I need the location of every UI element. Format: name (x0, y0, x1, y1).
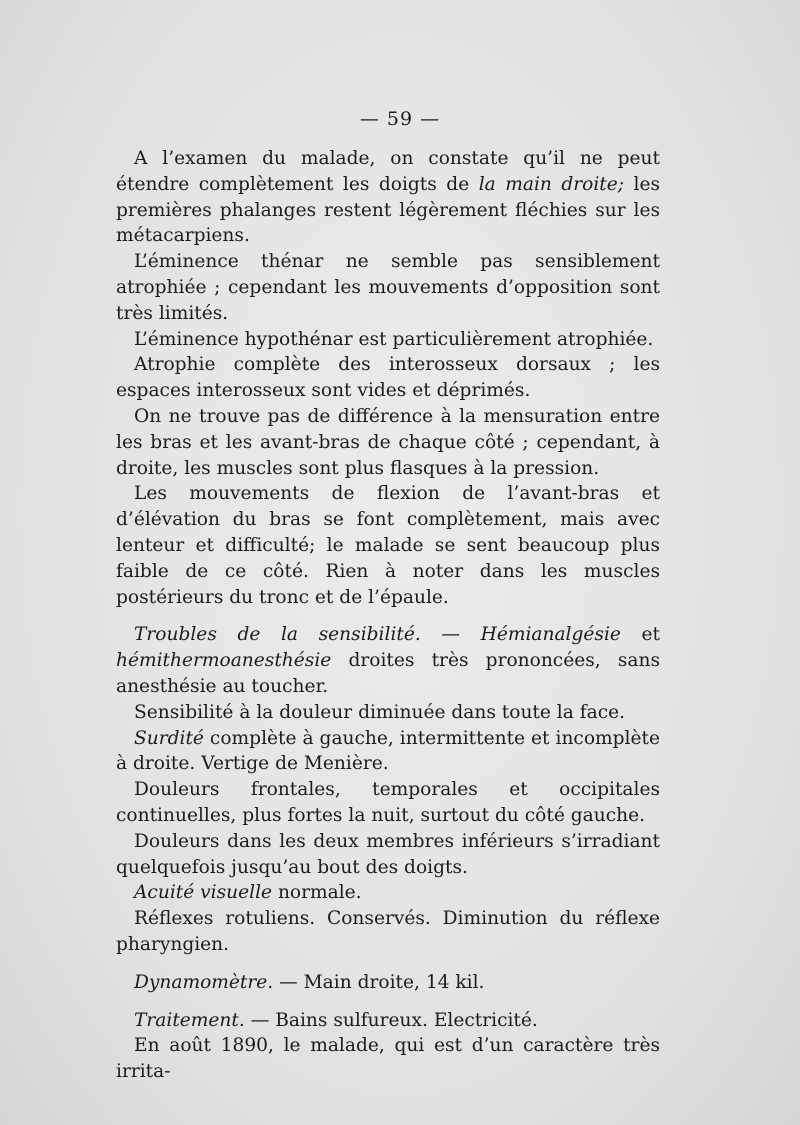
paragraph-10: Douleurs frontales, temporales et occipitales continuelles, plus fortes la nuit, surtout du côté gauche. (116, 779, 660, 826)
term-surdite: Surdité (134, 727, 204, 749)
dash: — (420, 624, 481, 646)
term-hemianalgesie: Hémianalgésie (480, 624, 621, 646)
paragraph-12-text: normale. (272, 882, 362, 904)
paragraph-14 (116, 970, 660, 996)
paragraph-2: L’éminence thénar ne semble pas sensiblement atrophiée ; cependant les mouvements d’opposition sont très limités. (116, 251, 660, 324)
term-dynamometre: Dynamomètre. (134, 971, 274, 993)
page-number: — 59 — (359, 108, 441, 130)
paragraph-15-text: — Bains sulfureux. Electricité. (244, 1009, 538, 1031)
paragraph-7-text: droites très prononcées, sans anesthésie au toucher. (116, 650, 660, 697)
paragraph-14-text: — Main droite, 14 kil. (273, 971, 485, 993)
term-traitement: Traitement. (134, 1009, 245, 1031)
paragraph-5: On ne trouve pas de différence à la mensuration entre les bras et les avant-bras de chaque côté ; cependant, à droite, les muscles sont plus flasques à la pression. (116, 405, 660, 479)
paragraph-9-text: complète à gauche, intermittente et incomplète à droite. Vertige de Menière. (116, 727, 660, 775)
term-acuite-visuelle: Acuité visuelle (134, 882, 273, 904)
term-hemithermoanesthesie: hémithermoanesthésie (116, 650, 332, 672)
paragraph-11: Douleurs dans les deux membres inférieurs s’irradiant quelquefois jusqu’au bout des doigts. (116, 830, 660, 878)
paragraph-12 (116, 880, 660, 906)
body-text (116, 146, 660, 1085)
paragraph-13: Réflexes rotuliens. Conservés. Diminution du réflexe pharyngien. (116, 908, 660, 955)
paragraph-1-emphasis: la main droite; (478, 173, 625, 195)
conjunction: et (620, 624, 660, 646)
paragraph-8: Sensibilité à la douleur diminuée dans toute la face. (134, 701, 626, 723)
paragraph-1-text-end: les premières phalanges restent légèrement fléchies sur les métacarpiens. (116, 173, 661, 247)
paragraph-3: L’éminence hypothénar est particulièrement atrophiée. (134, 328, 654, 350)
paragraph-7 (116, 622, 660, 699)
paragraph-1-text: A l’examen du malade, on constate qu’il ne peut étendre complètement les doigts de (116, 148, 660, 195)
paragraph-1 (116, 146, 660, 249)
paragraph-6: Les mouvements de flexion de l’avant-bras et d’élévation du bras se font complètement, mais avec lenteur et difficulté; le malade se sent beaucoup plus faible de ce côté. Rien à noter dans les muscles postérieurs du tronc et de l’épaule. (116, 483, 660, 608)
section-heading-sensibilite: Troubles de la sensibilité. (134, 624, 421, 646)
paragraph-15 (116, 1008, 660, 1034)
paragraph-9 (116, 726, 660, 778)
paragraph-4: Atrophie complète des interosseux dorsaux ; les espaces interosseux sont vides et déprimés. (116, 354, 660, 402)
paragraph-16: En août 1890, le malade, qui est d’un caractère très irrita- (116, 1035, 660, 1083)
